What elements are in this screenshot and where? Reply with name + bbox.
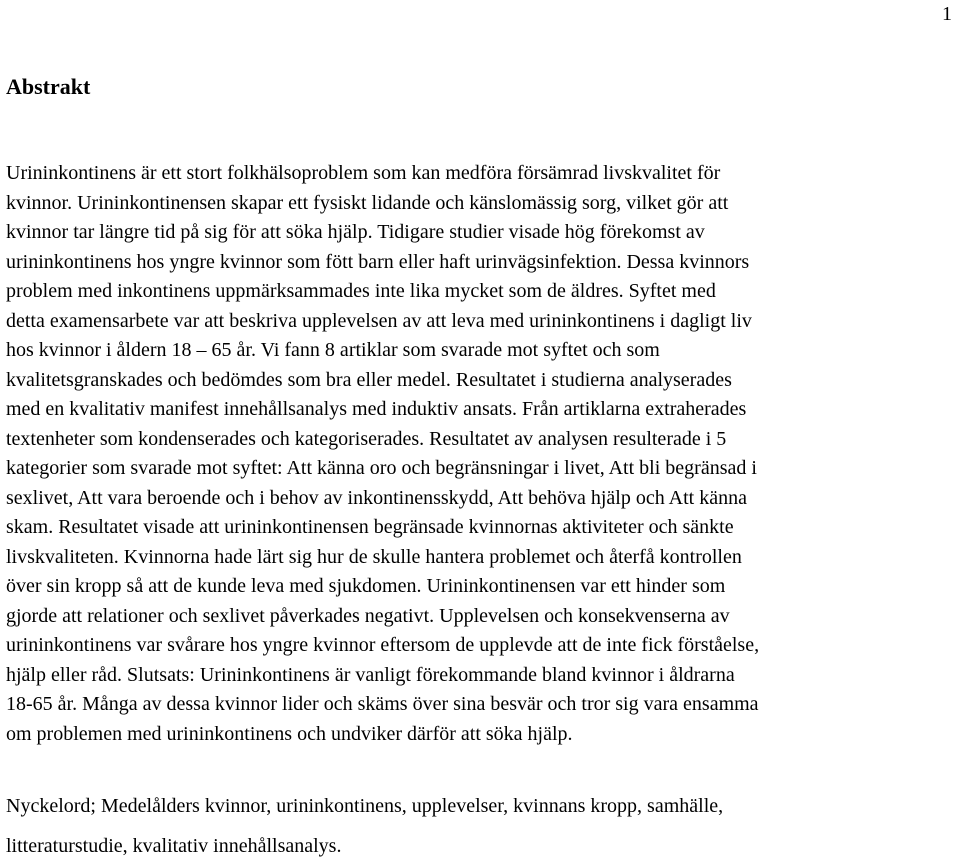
keywords-line: Nyckelord; Medelålders kvinnor, urininkontinens, upplevelser, kvinnans kropp, samhälle, <box>6 795 724 817</box>
abstract-line: Urininkontinens är ett stort folkhälsoproblem som kan medföra försämrad livskvalitet för <box>6 162 721 184</box>
abstract-line: kvalitetsgranskades och bedömdes som bra eller medel. Resultatet i studierna analyserades <box>6 368 732 391</box>
keywords-line: litteraturstudie, kvalitativ innehållsanalys. <box>6 835 342 857</box>
abstract-line: hos kvinnor i åldern 18 – 65 år. Vi fann 8 artiklar som svarade mot syftet och som <box>6 339 660 361</box>
abstract-line: skam. Resultatet visade att urininkontinensen begränsade kvinnornas aktiviteter och sänkte <box>6 516 734 538</box>
abstract-line: kvinnor. Urininkontinensen skapar ett fysiskt lidande och känslomässig sorg, vilket gör att <box>6 191 729 214</box>
abstract-line: problem med inkontinens uppmärksammades inte lika mycket som de äldres. Syftet med <box>6 280 716 302</box>
abstract-line: urininkontinens var svårare hos yngre kvinnor eftersom de upplevde att de inte fick förståelse, <box>6 634 760 656</box>
abstract-paragraph <box>6 159 958 749</box>
abstract-line: urininkontinens hos yngre kvinnor som fött barn eller haft urinvägsinfektion. Dessa kvinnors <box>6 250 750 273</box>
abstract-line: över sin kropp så att de kunde leva med sjukdomen. Urininkontinensen var ett hinder som <box>6 575 726 597</box>
abstract-line: kvinnor tar längre tid på sig för att söka hjälp. Tidigare studier visade hög förekomst av <box>6 221 705 243</box>
abstract-line: om problemen med urininkontinens och undviker därför att söka hjälp. <box>6 722 573 745</box>
abstract-line: detta examensarbete var att beskriva upplevelsen av att leva med urininkontinens i dagligt liv <box>6 309 752 332</box>
abstract-line: textenheter som kondenserades och kategoriserades. Resultatet av analysen resulterade i 5 <box>6 427 727 450</box>
keywords-paragraph <box>6 786 958 866</box>
abstract-line: kategorier som svarade mot syftet: Att känna oro och begränsningar i livet, Att bli begränsad i <box>6 457 757 479</box>
page-number: 1 <box>942 3 952 25</box>
abstract-line: hjälp eller råd. Slutsats: Urininkontinens är vanligt förekommande bland kvinnor i åldrarna <box>6 663 735 686</box>
abstract-line: sexlivet, Att vara beroende och i behov av inkontinensskydd, Att behöva hjälp och Att känna <box>6 486 747 509</box>
abstract-heading: Abstrakt <box>6 74 91 99</box>
abstract-line: gjorde att relationer och sexlivet påverkades negativt. Upplevelsen och konsekvenserna av <box>6 604 730 627</box>
abstract-line: livskvaliteten. Kvinnorna hade lärt sig hur de skulle hantera problemet och återfå kontrollen <box>6 545 742 568</box>
abstract-line: med en kvalitativ manifest innehållsanalys med induktiv ansats. Från artiklarna extraherades <box>6 398 747 420</box>
abstract-line: 18-65 år. Många av dessa kvinnor lider och skäms över sina besvär och tror sig vara ensamma <box>6 693 759 715</box>
